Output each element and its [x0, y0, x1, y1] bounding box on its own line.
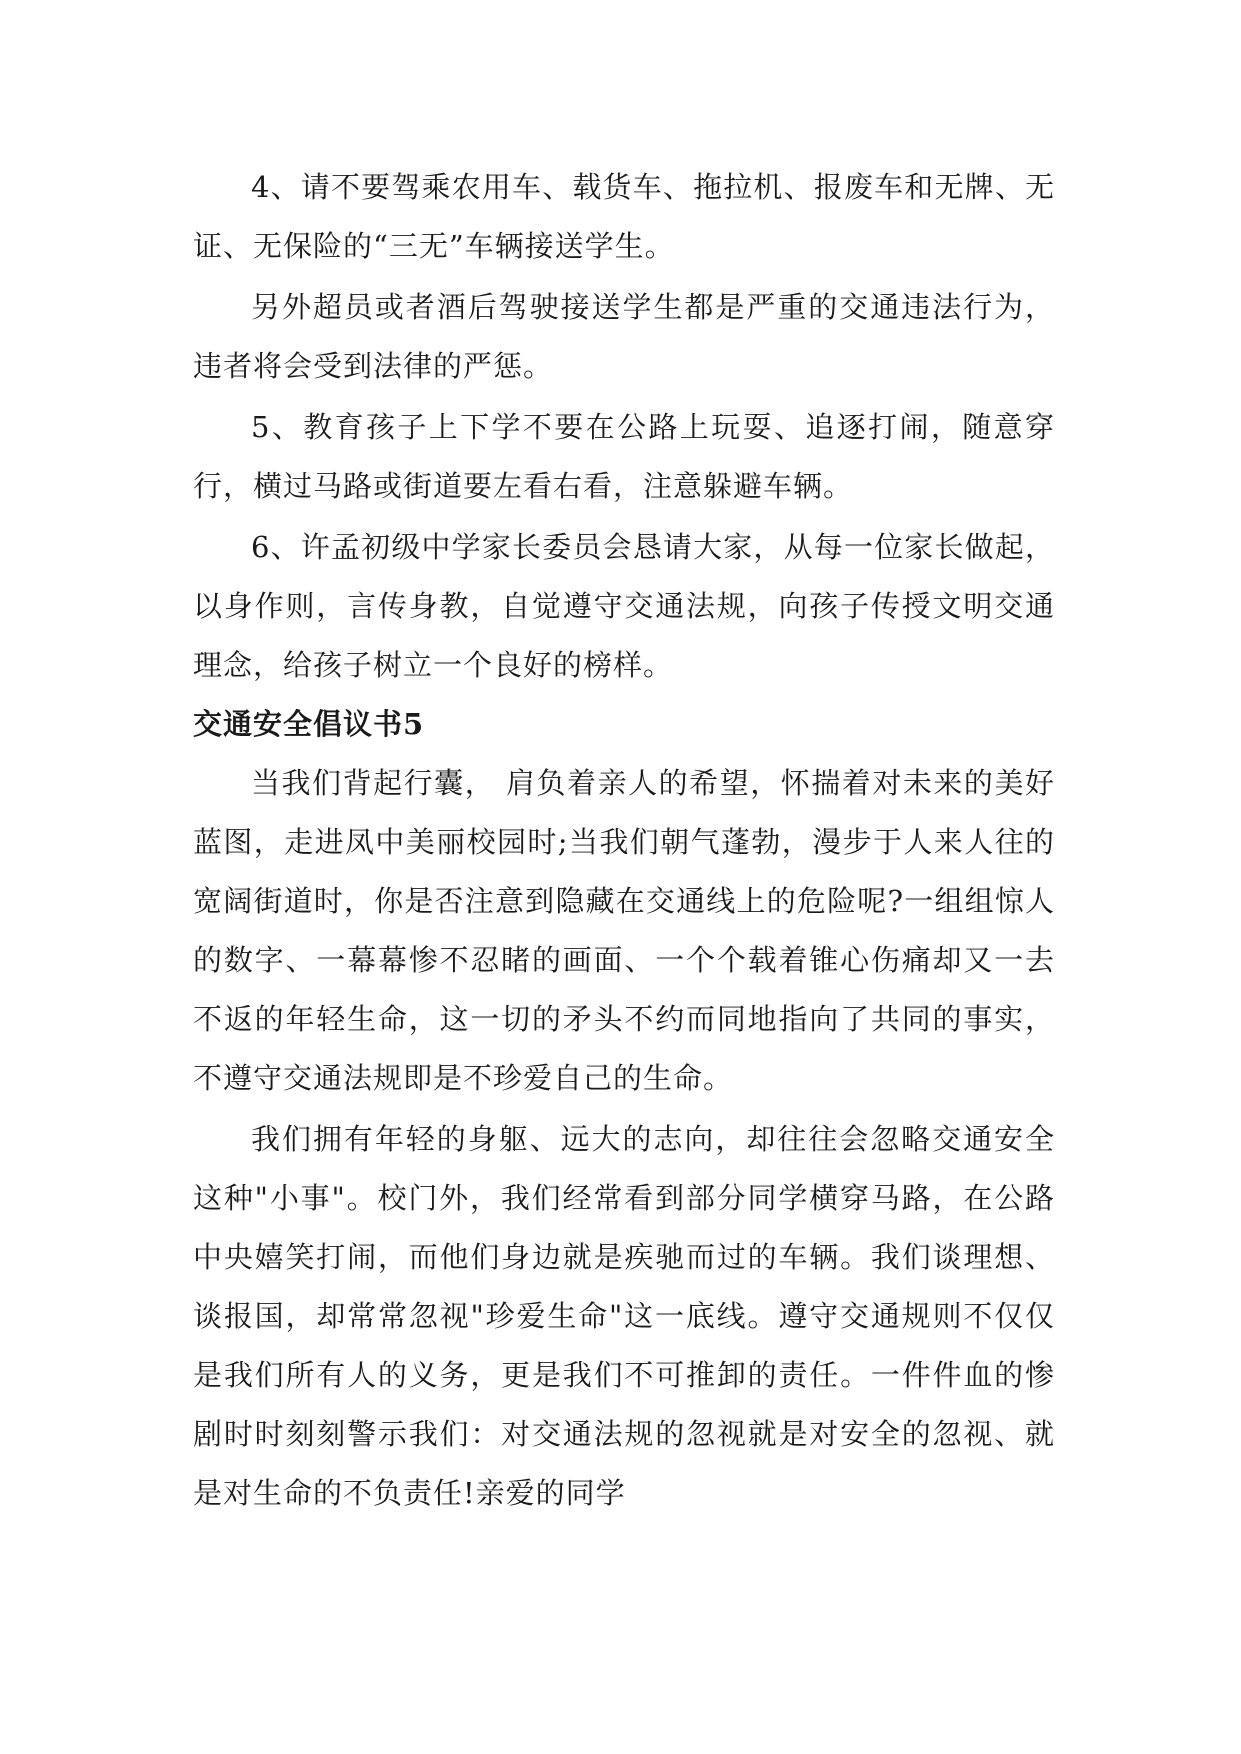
paragraph-intro: 当我们背起行囊， 肩负着亲人的希望，怀揣着对未来的美好蓝图，走进凤中美丽校园时;当我们朝气蓬勃，漫步于人来人往的宽阔街道时，你是否注意到隐藏在交通线上的危险呢?一组组惊人的数字、一幕幕惨不忍睹的画面、一个个载着锥心伤痛却又一去不返的年轻生命，这一切的矛头不约而同地指向了共同的事实，不遵守交通法规即是不珍爱自己的生命。	[193, 766, 1055, 1095]
paragraph-item-4: 4、请不要驾乘农用车、载货车、拖拉机、报废车和无牌、无证、无保险的“三无”车辆接送学生。	[193, 170, 1055, 263]
paragraph-item-6: 6、许孟初级中学家长委员会恳请大家，从每一位家长做起，以身作则，言传身教，自觉遵守交通法规，向孩子传授文明交通理念，给孩子树立一个良好的榜样。	[193, 530, 1055, 682]
paragraph-item-5: 5、教育孩子上下学不要在公路上玩耍、追逐打闹，随意穿行，横过马路或街道要左看右看，注意躲避车辆。	[193, 410, 1055, 503]
document-page	[193, 158, 1055, 1523]
section-title: 交通安全倡议书5	[193, 707, 425, 741]
paragraph-supplement: 另外超员或者酒后驾驶接送学生都是严重的交通违法行为，违者将会受到法律的严惩。	[193, 290, 1055, 383]
paragraph-body: 我们拥有年轻的身躯、远大的志向，却往往会忽略交通安全这种"小事"。校门外，我们经常看到部分同学横穿马路，在公路中央嬉笑打闹，而他们身边就是疾驰而过的车辆。我们谈理想、谈报国，却常常忽视"珍爱生命"这一底线。遵守交通规则不仅仅是我们所有人的义务，更是我们不可推卸的责任。一件件血的惨剧时时刻刻警示我们：对交通法规的忽视就是对安全的忽视、就是对生命的不负责任!亲爱的同学	[193, 1122, 1055, 1510]
